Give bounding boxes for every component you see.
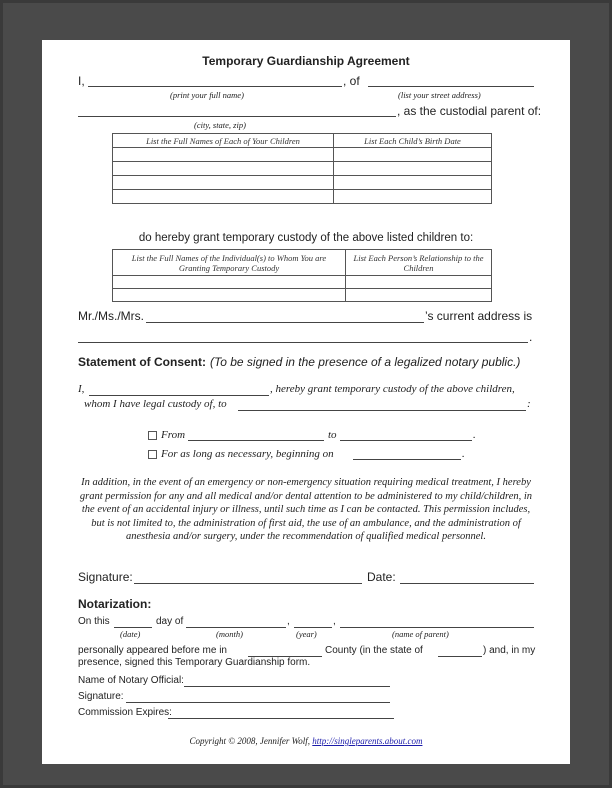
of-label: , of [343, 74, 360, 88]
legal-custody-clause: whom I have legal custody of, to [84, 398, 227, 410]
guardian-relationship-header: List Each Person’s Relationship to the Children [346, 250, 492, 276]
notarization-heading: Notarization: [78, 597, 152, 611]
guardian-table [112, 249, 492, 302]
current-address-text: ’s current address is [425, 309, 533, 323]
beginning-date-line[interactable] [353, 459, 461, 460]
notary-official-label: Name of Notary Official: [78, 675, 184, 686]
from-option [148, 429, 185, 441]
custodial-parent-text: , as the custodial parent of: [397, 104, 542, 118]
guardian-address-line[interactable] [78, 342, 528, 343]
signature-label: Signature: [78, 570, 133, 584]
consent-guardian-line[interactable] [238, 410, 526, 411]
notary-official-line[interactable] [184, 686, 390, 687]
consent-heading: Statement of Consent: [78, 355, 207, 369]
consent-i-label: I, [78, 383, 85, 395]
notary-year-line[interactable] [294, 627, 332, 628]
date-hint: (date) [120, 629, 141, 639]
from-date-line[interactable] [188, 440, 324, 441]
child-name-cell[interactable] [113, 148, 334, 162]
child-name-cell[interactable] [113, 176, 334, 190]
year-comma: , [333, 616, 336, 627]
medical-consent-paragraph: In addition, in the event of an emergency or non-emergency situation requiring medical treatment, I hereby grant permission for any and all medical and/or dental attention to be administered to my child/children, in the event of an accidental injury or illness, until such time as I can be contacted. This permission includes, but is not limited to, the administration of first aid, the use of an ambulance, and the administration of anesthesia and/or surgery, under the recommendation of qualified medical personnel. [79, 477, 533, 542]
year-hint: (year) [296, 629, 317, 639]
commission-expires-label: Commission Expires: [78, 707, 172, 718]
copyright-footer [42, 736, 570, 746]
to-date-period: . [473, 429, 476, 441]
from-checkbox[interactable] [148, 431, 157, 440]
guardian-relationship-cell[interactable] [346, 289, 492, 302]
child-birthdate-cell[interactable] [334, 176, 492, 190]
consent-name-line[interactable] [89, 395, 269, 396]
mr-ms-mrs-label: Mr./Ms./Mrs. [78, 309, 144, 323]
child-name-cell[interactable] [113, 162, 334, 176]
month-hint: (month) [216, 629, 243, 639]
parent-name-hint: (name of parent) [392, 629, 449, 639]
day-of-label: day of [156, 616, 184, 627]
long-checkbox[interactable] [148, 450, 157, 459]
children-birthdate-header: List Each Child’s Birth Date [334, 134, 492, 148]
child-birthdate-cell[interactable] [334, 148, 492, 162]
to-date-line[interactable] [340, 440, 472, 441]
guardian-name-cell[interactable] [113, 289, 346, 302]
children-table [112, 133, 492, 204]
consent-note: (To be signed in the presence of a legalized notary public.) [210, 355, 521, 369]
beginning-date-period: . [462, 448, 465, 460]
state-line[interactable] [438, 656, 482, 657]
from-label: From [161, 429, 186, 441]
document-page [42, 40, 570, 764]
notary-signature-line[interactable] [126, 702, 390, 703]
date-label: Date: [367, 570, 396, 584]
address-line-period: . [529, 330, 533, 344]
commission-expires-line[interactable] [168, 718, 394, 719]
county-text: County (in the state of [325, 645, 423, 656]
grant-custody-clause: , hereby grant temporary custody of the above children, [270, 383, 515, 395]
notary-month-line[interactable] [186, 627, 286, 628]
city-state-zip-line[interactable] [78, 116, 396, 117]
guardian-relationship-cell[interactable] [346, 276, 492, 289]
date-line[interactable] [400, 583, 534, 584]
source-link[interactable]: http://singleparents.about.com [312, 736, 423, 746]
and-in-my-text: ) and, in my [483, 645, 536, 656]
city-state-zip-hint: (city, state, zip) [194, 120, 246, 130]
presence-signed-text: presence, signed this Temporary Guardianship form. [78, 657, 311, 668]
to-label: to [328, 429, 337, 441]
guardian-name-cell[interactable] [113, 276, 346, 289]
print-name-hint: (print your full name) [170, 90, 244, 100]
child-birthdate-cell[interactable] [334, 162, 492, 176]
on-this-label: On this [78, 616, 110, 627]
notary-date-line[interactable] [114, 627, 152, 628]
child-name-cell[interactable] [113, 190, 334, 204]
notary-signature-label: Signature: [78, 691, 124, 702]
document-title: Temporary Guardianship Agreement [202, 54, 410, 68]
street-address-hint: (list your street address) [398, 90, 481, 100]
long-label: For as long as necessary, beginning on [161, 448, 334, 460]
appeared-before-text: personally appeared before me in [78, 645, 227, 656]
full-name-line[interactable] [88, 86, 342, 87]
grant-custody-text: do hereby grant temporary custody of the above listed children to: [138, 232, 474, 244]
long-option [148, 448, 334, 460]
children-name-header: List the Full Names of Each of Your Children [113, 134, 334, 148]
child-birthdate-cell[interactable] [334, 190, 492, 204]
guardian-name-header: List the Full Names of the Individual(s) to Whom You are Granting Temporary Custody [113, 250, 346, 276]
parent-name-line[interactable] [340, 627, 534, 628]
legal-custody-colon: : [527, 398, 531, 410]
guardian-name-line[interactable] [146, 322, 424, 323]
signature-line[interactable] [134, 583, 362, 584]
i-label: I, [78, 74, 85, 88]
street-address-line[interactable] [368, 86, 534, 87]
month-comma: , [287, 616, 290, 627]
copyright-text: Copyright © 2008, Jennifer Wolf, [189, 736, 311, 746]
